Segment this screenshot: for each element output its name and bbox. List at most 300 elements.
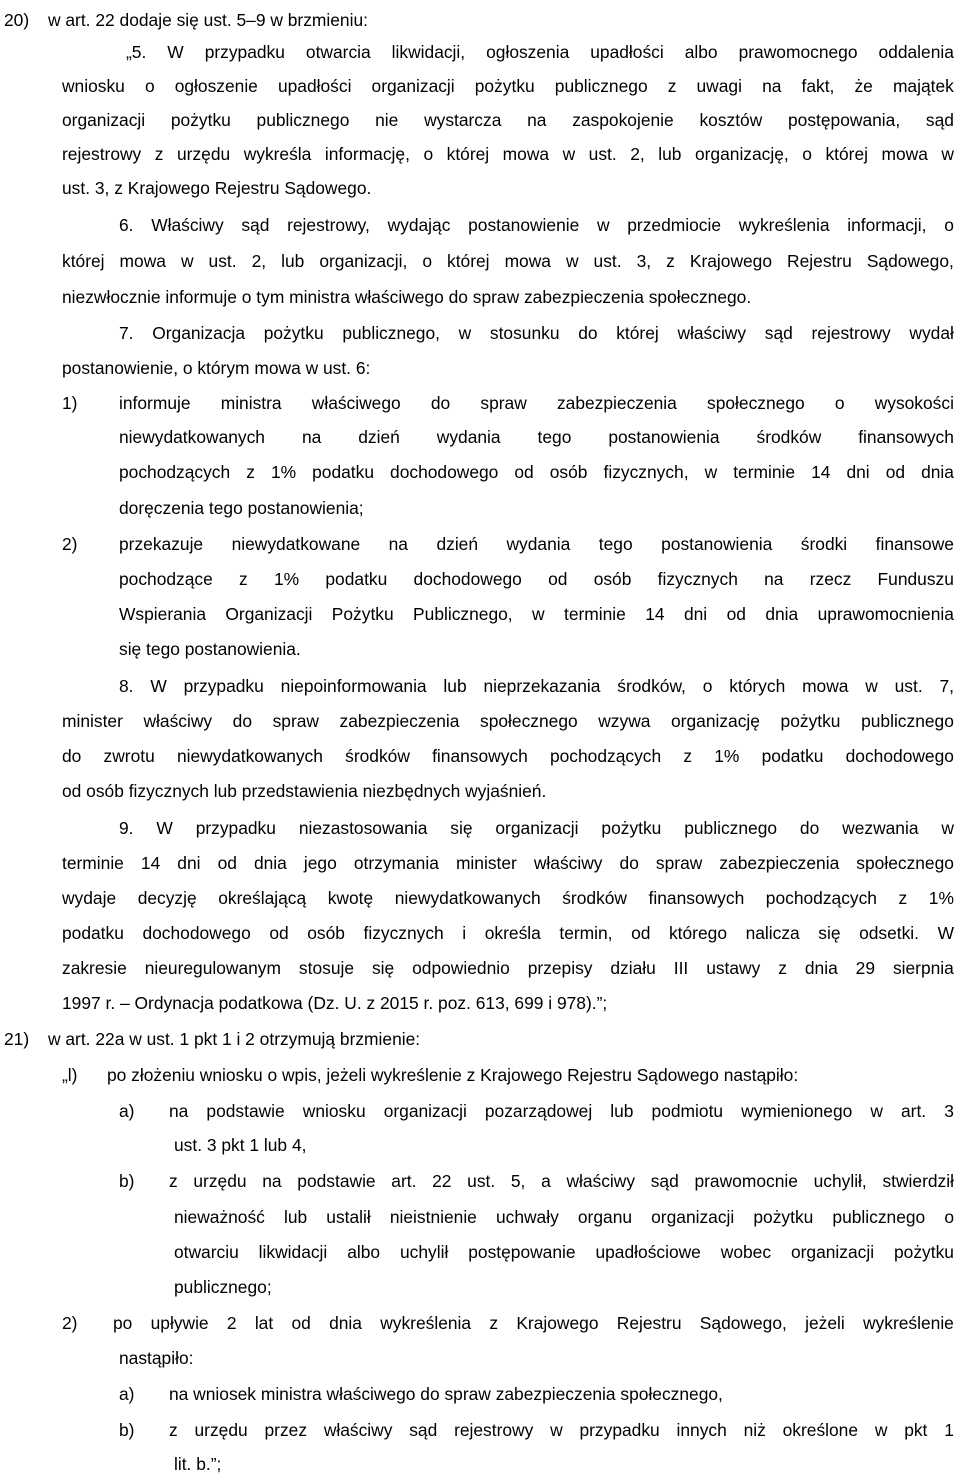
word: W	[156, 818, 173, 838]
word: prawomocnego	[738, 42, 858, 62]
text-line	[119, 391, 954, 415]
letter-number: a)	[119, 1384, 135, 1404]
word: wydając	[387, 215, 451, 235]
word: oddalenia	[878, 42, 954, 62]
word: podatku	[761, 746, 824, 766]
word: dni	[683, 604, 708, 624]
word: zaspokojenie	[572, 110, 674, 130]
text-line	[62, 142, 954, 166]
word: majątek	[892, 76, 954, 96]
word: niż	[743, 1420, 766, 1440]
word: o	[144, 76, 155, 96]
word: w	[565, 251, 579, 271]
text-line: postanowienie, o którym mowa w ust. 6:	[62, 358, 371, 378]
word: właściwego	[311, 393, 401, 413]
word: wymienionego	[741, 1101, 853, 1121]
word: upadłości	[277, 76, 352, 96]
letter-number: b)	[119, 1420, 135, 1440]
word: do	[62, 746, 82, 766]
word: fakt,	[801, 76, 835, 96]
word: z	[489, 1313, 499, 1333]
text-line: ust. 3 pkt 1 lub 4,	[174, 1135, 307, 1155]
word: lub	[443, 676, 467, 696]
text-line	[126, 40, 954, 64]
word: uchylił	[400, 1242, 449, 1262]
word: art.	[391, 1171, 417, 1191]
word: przedmiocie	[627, 215, 722, 235]
word: podstawie	[297, 1171, 376, 1191]
word: o	[944, 215, 954, 235]
word: dochodowego	[845, 746, 954, 766]
word: od	[631, 923, 651, 943]
text-line: niezwłocznie informuje o tym ministra właściwego do spraw zabezpieczenia społecznego.	[62, 287, 752, 307]
text-line	[119, 321, 954, 345]
word: pochodzących	[119, 462, 231, 482]
word: ust.	[467, 1171, 496, 1191]
word: o	[802, 144, 812, 164]
word: w	[562, 144, 576, 164]
word: ust.	[588, 144, 617, 164]
letter-number: b)	[119, 1171, 135, 1191]
word: niewydatkowanych	[176, 746, 323, 766]
word: z	[246, 462, 255, 482]
word: której	[62, 251, 105, 271]
text-line	[174, 1240, 954, 1264]
word: że	[854, 76, 873, 96]
word: nieważność	[174, 1207, 265, 1227]
word: odsetki.	[859, 923, 919, 943]
word: Publicznego,	[413, 604, 513, 624]
word: środków	[345, 746, 410, 766]
word: właściwy	[143, 711, 213, 731]
word: 5,	[510, 1171, 526, 1191]
word: sąd	[241, 215, 270, 235]
word: przepisy	[527, 958, 593, 978]
word: z	[898, 888, 908, 908]
word: w	[180, 251, 194, 271]
word: Krajowego	[516, 1313, 599, 1333]
word: dni	[846, 462, 870, 482]
word: Sądowego,	[699, 1313, 787, 1333]
word: uchylił,	[813, 1171, 867, 1191]
word: o	[423, 144, 434, 164]
word: terminie	[62, 853, 124, 873]
word: ust.	[593, 251, 622, 271]
word: którego	[668, 923, 727, 943]
word: środków	[562, 888, 627, 908]
word: „5.	[126, 42, 147, 62]
word: po	[113, 1313, 133, 1333]
word: decyzję	[137, 888, 197, 908]
word: właściwy	[533, 853, 603, 873]
word: ustalił	[326, 1207, 371, 1227]
word: rejestrowy	[811, 323, 891, 343]
word: osób	[593, 569, 632, 589]
word: przypadku	[204, 42, 285, 62]
word: wysokości	[874, 393, 954, 413]
word: ministra	[220, 393, 282, 413]
word: terminie	[563, 604, 626, 624]
word: art.	[901, 1101, 927, 1121]
word: pochodzących	[549, 746, 662, 766]
word: do	[578, 323, 598, 343]
word: do	[430, 393, 451, 413]
word: osób	[549, 462, 588, 482]
word: od	[548, 569, 568, 589]
word: której	[447, 251, 490, 271]
word: 14	[140, 853, 161, 873]
word: na	[388, 534, 408, 554]
word: albo	[347, 1242, 381, 1262]
word: do	[619, 853, 639, 873]
word: na	[764, 569, 784, 589]
text-line	[62, 108, 954, 132]
word: w	[870, 1101, 883, 1121]
word: pożytku	[894, 1242, 954, 1262]
word: mowa	[881, 144, 928, 164]
word: upadłościowe	[595, 1242, 701, 1262]
word: podstawie	[206, 1101, 285, 1121]
item-number: 20)	[4, 10, 30, 30]
word: rzecz	[809, 569, 852, 589]
word: urzędu	[176, 144, 231, 164]
word: termin,	[559, 923, 613, 943]
word: fizycznych	[657, 569, 738, 589]
word: mowa	[119, 251, 166, 271]
text-line	[62, 921, 954, 945]
word: z	[667, 76, 677, 96]
word: organizacji	[495, 818, 579, 838]
word: odpowiednio	[412, 958, 510, 978]
text-line: publicznego;	[174, 1277, 272, 1297]
text-line	[119, 213, 954, 237]
word: dnia	[329, 1313, 362, 1333]
text-line	[62, 74, 954, 98]
word: wniosku	[302, 1101, 366, 1121]
word: od	[885, 462, 906, 482]
word: niezastosowania	[298, 818, 428, 838]
word: sierpnia	[892, 958, 954, 978]
word: przypadku	[579, 1420, 660, 1440]
word: tego	[537, 427, 572, 447]
word: wezwania	[842, 818, 919, 838]
word: informacji,	[847, 215, 927, 235]
word: określającą	[218, 888, 307, 908]
word: zabezpieczenia	[556, 393, 677, 413]
text-line: nastąpiło:	[119, 1348, 194, 1368]
word: się	[371, 958, 395, 978]
word: kwotę	[327, 888, 374, 908]
word: zabezpieczenia	[719, 853, 840, 873]
word: w	[941, 818, 954, 838]
word: finansowych	[648, 888, 745, 908]
word: na	[301, 427, 322, 447]
word: Sądowego,	[866, 251, 954, 271]
word: albo	[684, 42, 718, 62]
text-line: od osób fizycznych lub przedstawienia niezbędnych wyjaśnień.	[62, 781, 547, 801]
word: jego	[303, 853, 337, 873]
word: ustawy	[706, 958, 761, 978]
word: na	[169, 1101, 189, 1121]
word: stosunku	[489, 323, 560, 343]
word: na	[262, 1171, 282, 1191]
word: publicznego	[554, 76, 648, 96]
word: 2,	[251, 251, 267, 271]
text-line: doręczenia tego postanowienia;	[119, 498, 364, 518]
word: organizacji	[62, 110, 146, 130]
word: w	[532, 604, 545, 624]
word: z	[239, 569, 248, 589]
word: postępowania,	[788, 110, 901, 130]
word: 29	[855, 958, 876, 978]
word: przez	[264, 1420, 308, 1440]
word: środki	[800, 534, 848, 554]
item-lead-text: w art. 22 dodaje się ust. 5–9 w brzmieniu:	[48, 10, 368, 30]
word: organu	[577, 1207, 633, 1227]
text-line	[119, 567, 954, 591]
word: wykreśla	[243, 144, 312, 164]
word: których	[729, 676, 786, 696]
word: Rejestru	[787, 251, 852, 271]
word: dzień	[436, 534, 479, 554]
word: wniosku	[62, 76, 125, 96]
word: publicznego,	[342, 323, 440, 343]
text-line	[169, 1418, 954, 1442]
word: od	[514, 462, 534, 482]
word: niewydatkowanych	[119, 427, 265, 447]
word: z	[169, 1420, 178, 1440]
word: pożytku	[170, 110, 231, 130]
word: o	[422, 251, 432, 271]
word: podatku	[325, 569, 388, 589]
word: publicznego	[256, 110, 350, 130]
word: prawomocnie	[694, 1171, 798, 1191]
text-line	[62, 956, 954, 980]
text-line	[62, 744, 954, 768]
word: mowa	[504, 251, 551, 271]
word: o	[702, 676, 713, 696]
word: lub	[658, 144, 682, 164]
text-line: się tego postanowienia.	[119, 639, 301, 659]
word: rejestrowy	[454, 1420, 534, 1440]
point-number: 2)	[62, 1313, 78, 1333]
word: podatku	[312, 462, 375, 482]
word: dzień	[358, 427, 400, 447]
word: wydania	[506, 534, 571, 554]
word: sąd	[764, 323, 793, 343]
text-line	[119, 532, 954, 556]
word: wobec	[720, 1242, 772, 1262]
word: wykreślenia	[738, 215, 830, 235]
word: organizację,	[694, 144, 789, 164]
word: niepoinformowania	[280, 676, 427, 696]
word: otwarcia	[305, 42, 371, 62]
word: nalicza	[745, 923, 800, 943]
word: ogłoszenie	[174, 76, 258, 96]
word: i	[462, 923, 467, 943]
word: przypadku	[195, 818, 276, 838]
word: postanowienia	[608, 427, 720, 447]
word: dnia	[765, 604, 799, 624]
word: rejestrowy,	[287, 215, 370, 235]
text-line	[62, 886, 954, 910]
word: pożytku	[780, 711, 841, 731]
word: fizycznych	[363, 923, 444, 943]
word: organizacji	[790, 1242, 875, 1262]
word: pożytku	[263, 323, 324, 343]
word: o	[834, 393, 845, 413]
text-line	[169, 1169, 954, 1193]
word: spraw	[480, 393, 527, 413]
word: od	[269, 923, 289, 943]
word: sąd	[925, 110, 954, 130]
word: właściwy	[566, 1171, 636, 1191]
word: stosuje	[298, 958, 355, 978]
word: jeżeli	[805, 1313, 845, 1333]
word: dochodowego	[413, 569, 522, 589]
point-number: 1)	[62, 393, 78, 413]
item-number: 21)	[4, 1029, 30, 1049]
word: zwrotu	[103, 746, 155, 766]
word: od	[291, 1313, 311, 1333]
word: postanowienie	[468, 215, 580, 235]
word: Pożytku	[331, 604, 394, 624]
word: uwagi	[696, 76, 742, 96]
word: 1%	[274, 569, 300, 589]
text-line: ust. 3, z Krajowego Rejestru Sądowego.	[62, 178, 372, 198]
word: podatku	[62, 923, 124, 943]
word: nieistnienie	[389, 1207, 477, 1227]
word: 1%	[928, 888, 954, 908]
word: z	[154, 144, 164, 164]
word: Właściwy	[151, 215, 224, 235]
word: wydaje	[62, 888, 117, 908]
word: postępowanie	[468, 1242, 576, 1262]
word: otrzymania	[353, 853, 439, 873]
word: 14	[645, 604, 665, 624]
text-line: na wniosek ministra właściwego do spraw zabezpieczenia społecznego,	[169, 1384, 723, 1404]
word: Organizacja	[152, 323, 245, 343]
word: urzędu	[193, 1171, 247, 1191]
word: dnia	[253, 853, 287, 873]
word: 22	[432, 1171, 452, 1191]
word: nieuregulowanym	[144, 958, 281, 978]
word: z	[778, 958, 787, 978]
word: 1%	[270, 462, 297, 482]
word: publicznego	[861, 711, 954, 731]
word: podmiotu	[651, 1101, 724, 1121]
text-line: po złożeniu wniosku o wpis, jeżeli wykreślenie z Krajowego Rejestru Sądowego nastąpiło:	[107, 1065, 799, 1085]
word: upływie	[150, 1313, 209, 1333]
word: nieprzekazania	[483, 676, 601, 696]
word: w	[550, 1420, 563, 1440]
word: od	[726, 604, 746, 624]
word: organizacji	[651, 1207, 735, 1227]
word: mowa	[502, 144, 550, 164]
word: dochodowego	[390, 462, 499, 482]
word: niewydatkowanych	[394, 888, 541, 908]
word: organizację	[671, 711, 760, 731]
word: W	[150, 676, 167, 696]
word: z	[169, 1171, 178, 1191]
word: pochodzących	[765, 888, 877, 908]
item-lead-text: w art. 22a w ust. 1 pkt 1 i 2 otrzymują brzmienie:	[48, 1029, 421, 1049]
word: której	[446, 144, 490, 164]
word: lub	[610, 1101, 634, 1121]
word: pozarządowej	[484, 1101, 593, 1121]
word: na	[527, 110, 547, 130]
word: na	[762, 76, 782, 96]
word: finansowych	[858, 427, 954, 447]
word: środków	[756, 427, 822, 447]
word: pożytku	[753, 1207, 814, 1227]
word: określone	[782, 1420, 859, 1440]
text-line	[62, 851, 954, 875]
word: finansowych	[432, 746, 528, 766]
word: w	[704, 462, 718, 482]
word: przekazuje	[119, 534, 204, 554]
word: publicznego	[684, 818, 778, 838]
word: uprawomocnienia	[817, 604, 954, 624]
word: się	[818, 923, 841, 943]
point-number: 2)	[62, 534, 78, 554]
word: właściwy	[323, 1420, 393, 1440]
word: kosztów	[699, 110, 763, 130]
word: pkt	[904, 1420, 928, 1440]
word: finansowe	[875, 534, 954, 554]
word: urzędu	[194, 1420, 248, 1440]
word: W	[167, 42, 184, 62]
word: do	[232, 711, 252, 731]
word: właściwy	[677, 323, 747, 343]
word: osób	[307, 923, 345, 943]
word: w	[941, 144, 954, 164]
word: minister	[62, 711, 123, 731]
word: ust.	[208, 251, 237, 271]
word: niewydatkowane	[231, 534, 361, 554]
word: uchwały	[495, 1207, 559, 1227]
word: której	[825, 144, 868, 164]
word: 2,	[630, 144, 645, 164]
word: się	[450, 818, 473, 838]
word: rejestrowy	[62, 144, 142, 164]
word: sąd	[409, 1420, 438, 1440]
text-line: lit. b.”;	[174, 1454, 222, 1474]
text-line	[119, 460, 954, 484]
word: spraw	[655, 853, 703, 873]
word: Funduszu	[877, 569, 954, 589]
word: 1	[944, 1420, 954, 1440]
word: Krajowego	[689, 251, 773, 271]
word: ust.	[894, 676, 923, 696]
text-line	[119, 425, 954, 449]
word: tego	[598, 534, 633, 554]
word: społecznego	[707, 393, 805, 413]
word: sąd	[650, 1171, 679, 1191]
word: Rejestru	[616, 1313, 682, 1333]
text-line	[174, 1205, 954, 1229]
word: wydania	[436, 427, 501, 447]
word: z	[666, 251, 675, 271]
word: społecznego	[480, 711, 578, 731]
word: informację,	[324, 144, 410, 164]
text-line	[62, 709, 954, 733]
word: informuje	[119, 393, 191, 413]
word: środków,	[617, 676, 686, 696]
word: spraw	[272, 711, 319, 731]
word: przypadku	[183, 676, 264, 696]
word: terminie	[733, 462, 796, 482]
